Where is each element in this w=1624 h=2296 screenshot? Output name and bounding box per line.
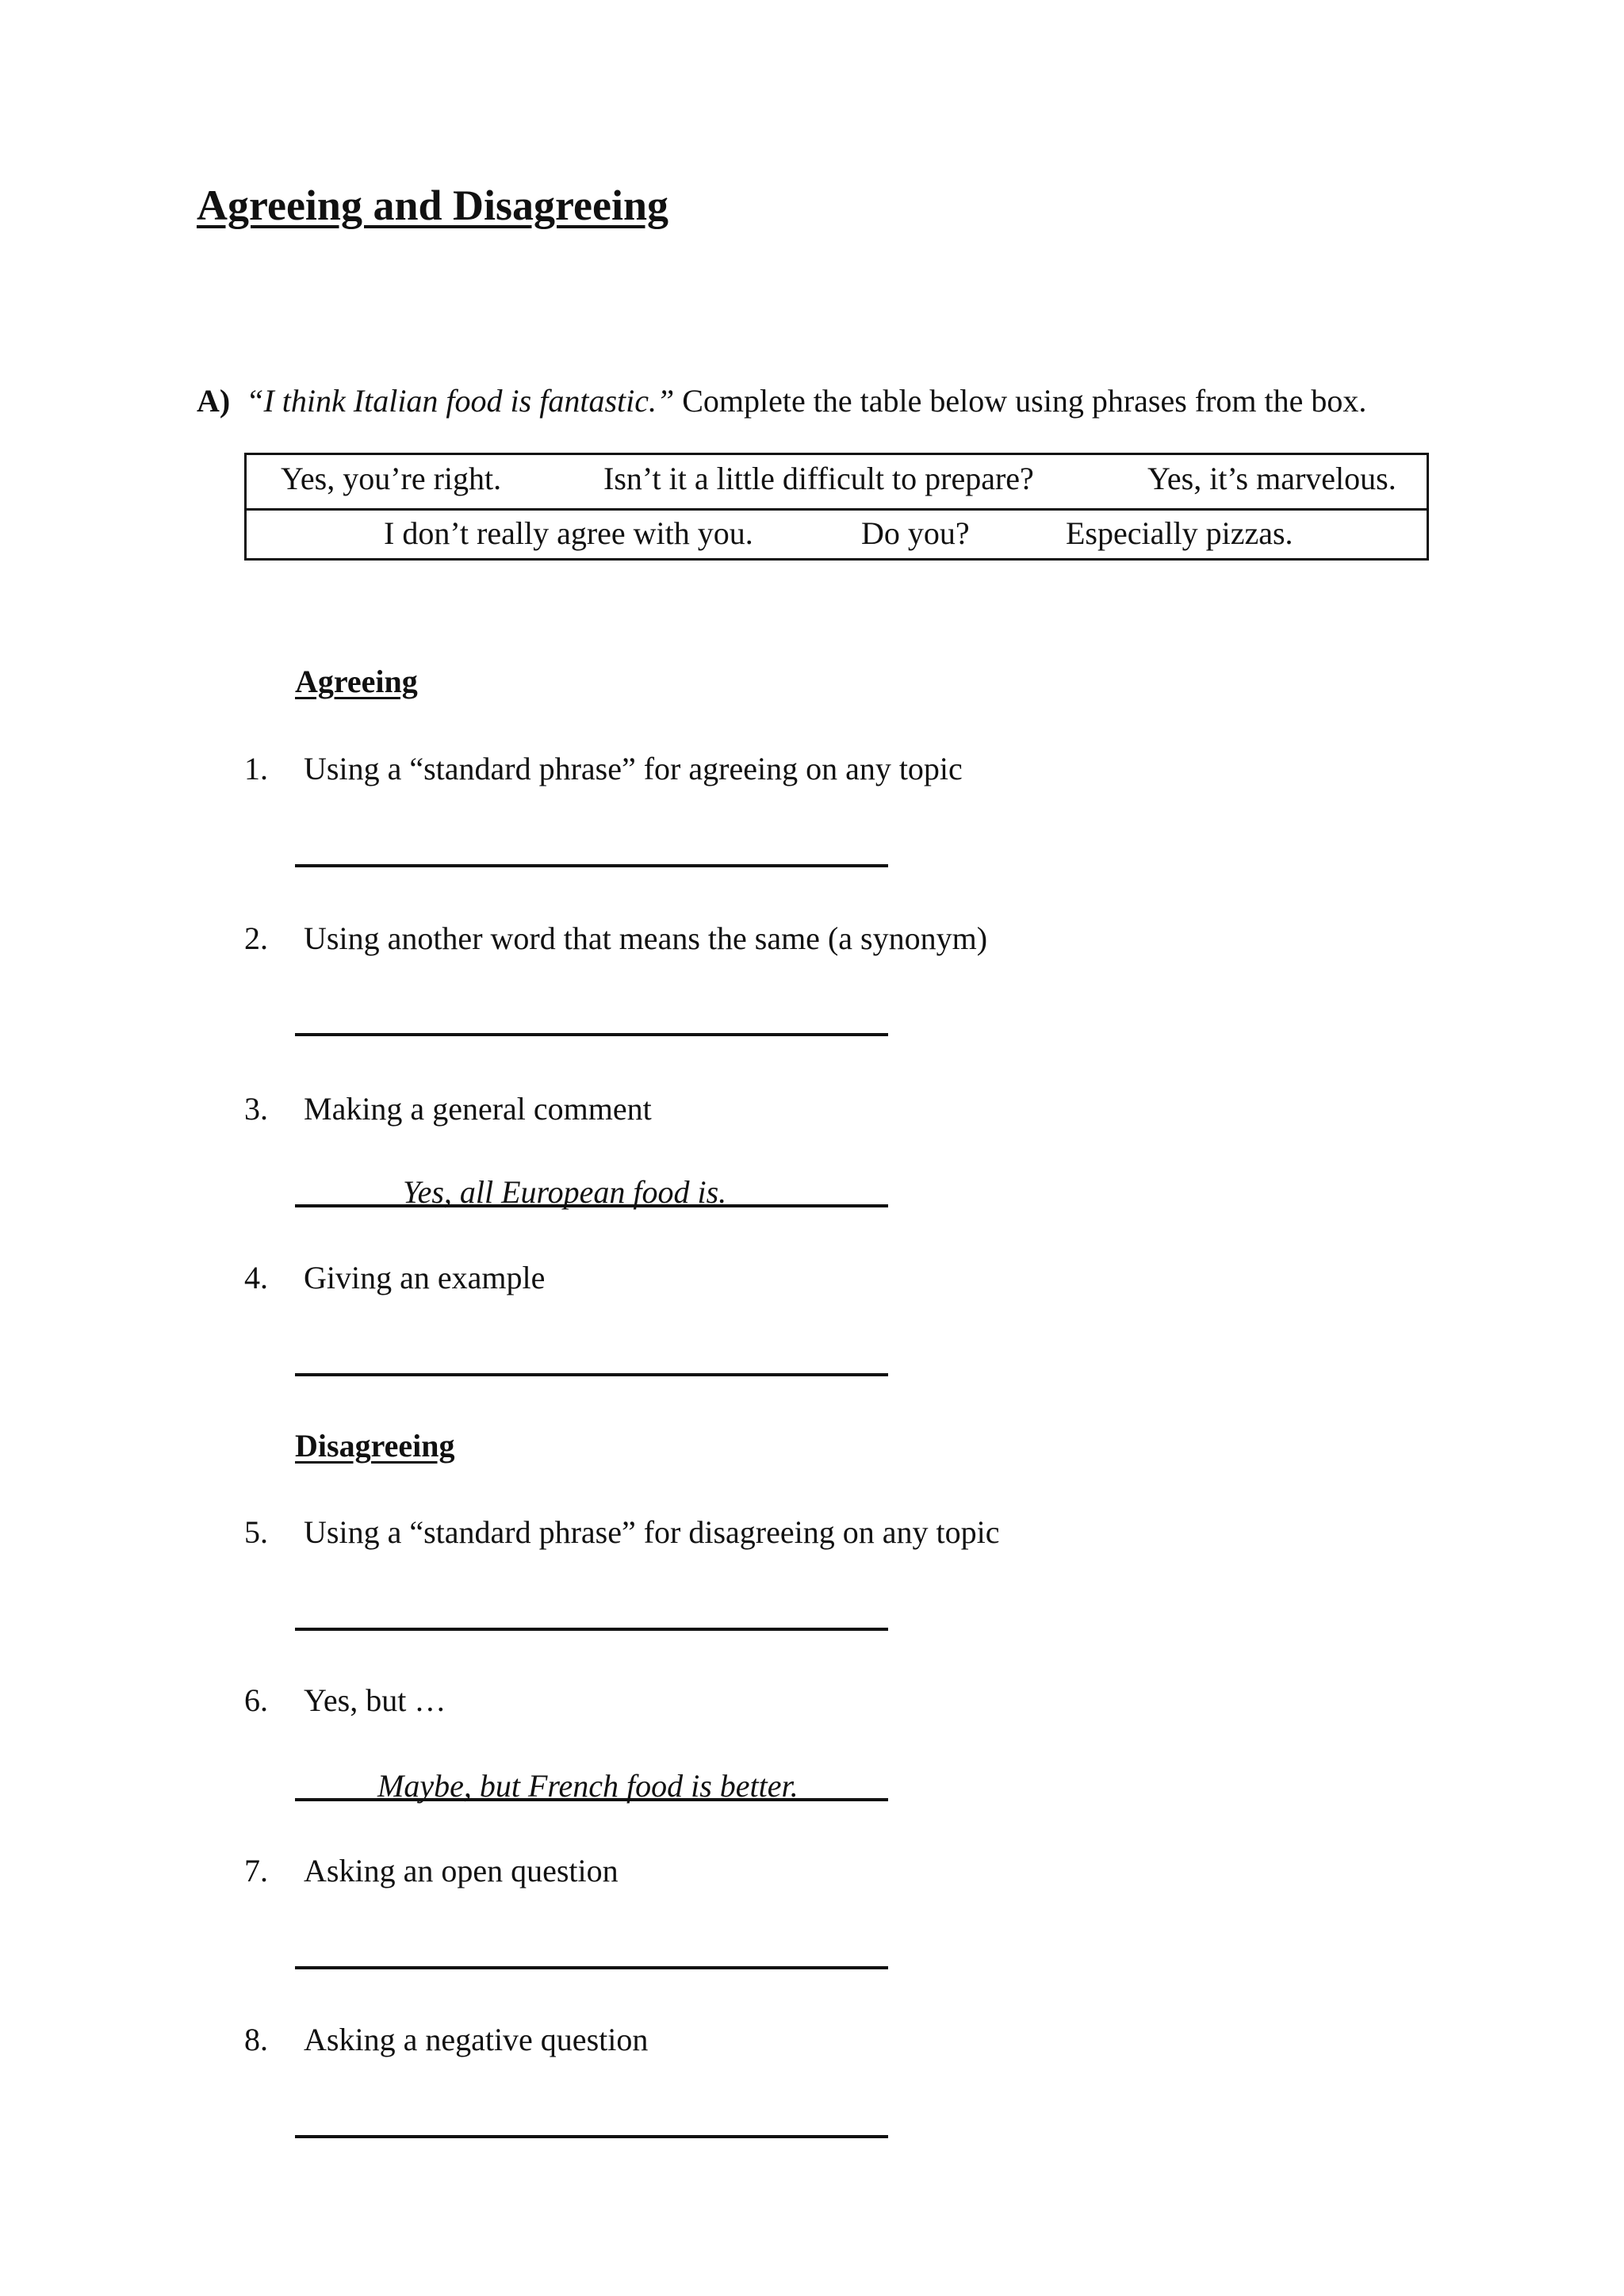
item-number: 7. <box>244 1853 268 1888</box>
item-number: 2. <box>244 920 268 956</box>
item-prompt: Making a general comment <box>304 1091 652 1127</box>
item-prompt: Using another word that means the same (a synonym) <box>304 920 988 956</box>
item-prompt: Using a “standard phrase” for disagreeing on any topic <box>304 1514 1000 1550</box>
phrase-box-item: Especially pizzas. <box>1066 515 1293 551</box>
answer-line-8[interactable] <box>295 2135 888 2138</box>
phrase-box-item: I don’t really agree with you. <box>384 515 753 551</box>
phrase-box-item: Yes, you’re right. <box>281 461 502 496</box>
section-a-label: A) <box>197 383 231 419</box>
phrase-box-divider <box>247 508 1427 511</box>
answer-line-7[interactable] <box>295 1966 888 1969</box>
item-prompt: Asking an open question <box>304 1853 619 1888</box>
answer-line-4[interactable] <box>295 1373 888 1376</box>
item-number: 3. <box>244 1091 268 1127</box>
item-number: 4. <box>244 1260 268 1295</box>
item-number: 6. <box>244 1682 268 1718</box>
item-prompt: Asking a negative question <box>304 2022 649 2057</box>
answer-line-3[interactable] <box>295 1204 888 1207</box>
item-prompt: Yes, but … <box>304 1682 446 1718</box>
section-a-instruction <box>197 382 1366 419</box>
item-number: 8. <box>244 2022 268 2057</box>
agreeing-heading: Agreeing <box>295 664 418 699</box>
phrase-box <box>244 453 1429 561</box>
item-prompt: Giving an example <box>304 1260 546 1295</box>
example-answer: Yes, all European food is. <box>403 1174 727 1210</box>
section-a-instruction-text: Complete the table below using phrases from the box. <box>674 383 1367 419</box>
answer-line-1[interactable] <box>295 864 888 867</box>
phrase-box-item: Yes, it’s marvelous. <box>1147 461 1396 496</box>
item-number: 1. <box>244 751 268 786</box>
disagreeing-heading: Disagreeing <box>295 1428 455 1464</box>
answer-line-2[interactable] <box>295 1033 888 1036</box>
example-answer: Maybe, but French food is better. <box>377 1768 799 1804</box>
phrase-box-item: Isn’t it a little difficult to prepare? <box>603 461 1034 496</box>
section-a-quote: “I think Italian food is fantastic.” <box>246 383 675 419</box>
answer-line-5[interactable] <box>295 1628 888 1631</box>
page-title: Agreeing and Disagreeing <box>197 182 669 229</box>
phrase-box-item: Do you? <box>861 515 970 551</box>
item-prompt: Using a “standard phrase” for agreeing on any topic <box>304 751 963 786</box>
answer-line-6[interactable] <box>295 1798 888 1801</box>
item-number: 5. <box>244 1514 268 1550</box>
